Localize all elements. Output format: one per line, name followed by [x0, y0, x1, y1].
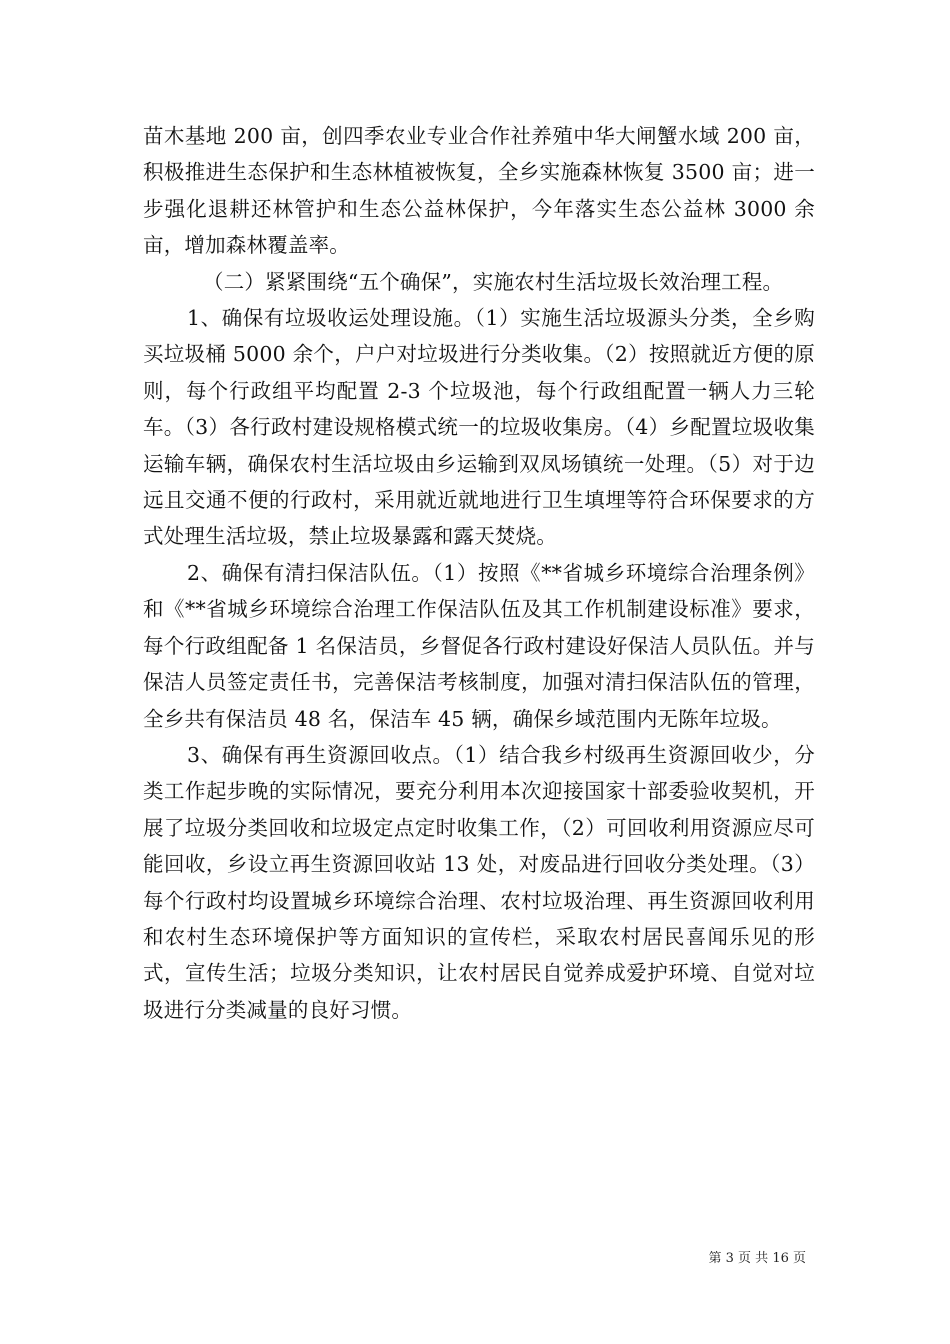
section-heading-garbage-treatment: （二）紧紧围绕“五个确保”，实施农村生活垃圾长效治理工程。 — [203, 269, 784, 294]
paragraph-recycling-points: 3、确保有再生资源回收点。（1）结合我乡村级再生资源回收少，分类工作起步晚的实际情况，要充分利用本次迎接国家十部委验收契机，开展了垃圾分类回收和垃圾定点定时收集工作，（2）可回收利用资源应尽可能回收，乡设立再生资源回收站 13 处，对废品进行回收分类处理。（3）每个行政村均设置城乡环境综合治理、农村垃圾治理、再生资源回收利用和农村生态环境保护等方面知识的宣传栏，采取农村居民喜闻乐见的形式，宣传生活；垃圾分类知识，让农村居民自觉养成爱护环境、自觉对垃圾进行分类减量的良好习惯。 — [143, 742, 815, 1022]
page-number: 第 3 页 共 16 页 — [708, 1251, 806, 1266]
document-body — [143, 118, 815, 1028]
paragraph-forest-protection: 苗木基地 200 亩，创四季农业专业合作社养殖中华大闸蟹水域 200 亩，积极推进生态保护和生态林植被恢复，全乡实施森林恢复 3500 亩；进一步强化退耕还林管护和生态公益林保护，今年落实生态公益林 3000 余亩，增加森林覆盖率。 — [143, 124, 815, 258]
paragraph-collection-facilities: 1、确保有垃圾收运处理设施。（1）实施生活垃圾源头分类，全乡购买垃圾桶 5000 余个，户户对垃圾进行分类收集。（2）按照就近方便的原则，每个行政组平均配置 2-3 个垃圾池，每个行政组配置一辆人力三轮车。（3）各行政村建设规格模式统一的垃圾收集房。（4）乡配置垃圾收集运输车辆，确保农村生活垃圾由乡运输到双凤场镇统一处理。（5）对于边远且交通不便的行政村，采用就近就地进行卫生填埋等符合环保要求的方式处理生活垃圾，禁止垃圾暴露和露天焚烧。 — [143, 306, 815, 549]
paragraph-cleaning-team: 2、确保有清扫保洁队伍。（1）按照《**省城乡环境综合治理条例》和《**省城乡环境综合治理工作保洁队伍及其工作机制建设标准》要求，每个行政组配备 1 名保洁员，乡督促各行政村建设好保洁人员队伍。并与保洁人员签定责任书，完善保洁考核制度，加强对清扫保洁队伍的管理，全乡共有保洁员 48 名，保洁车 45 辆，确保乡域范围内无陈年垃圾。 — [143, 560, 815, 731]
